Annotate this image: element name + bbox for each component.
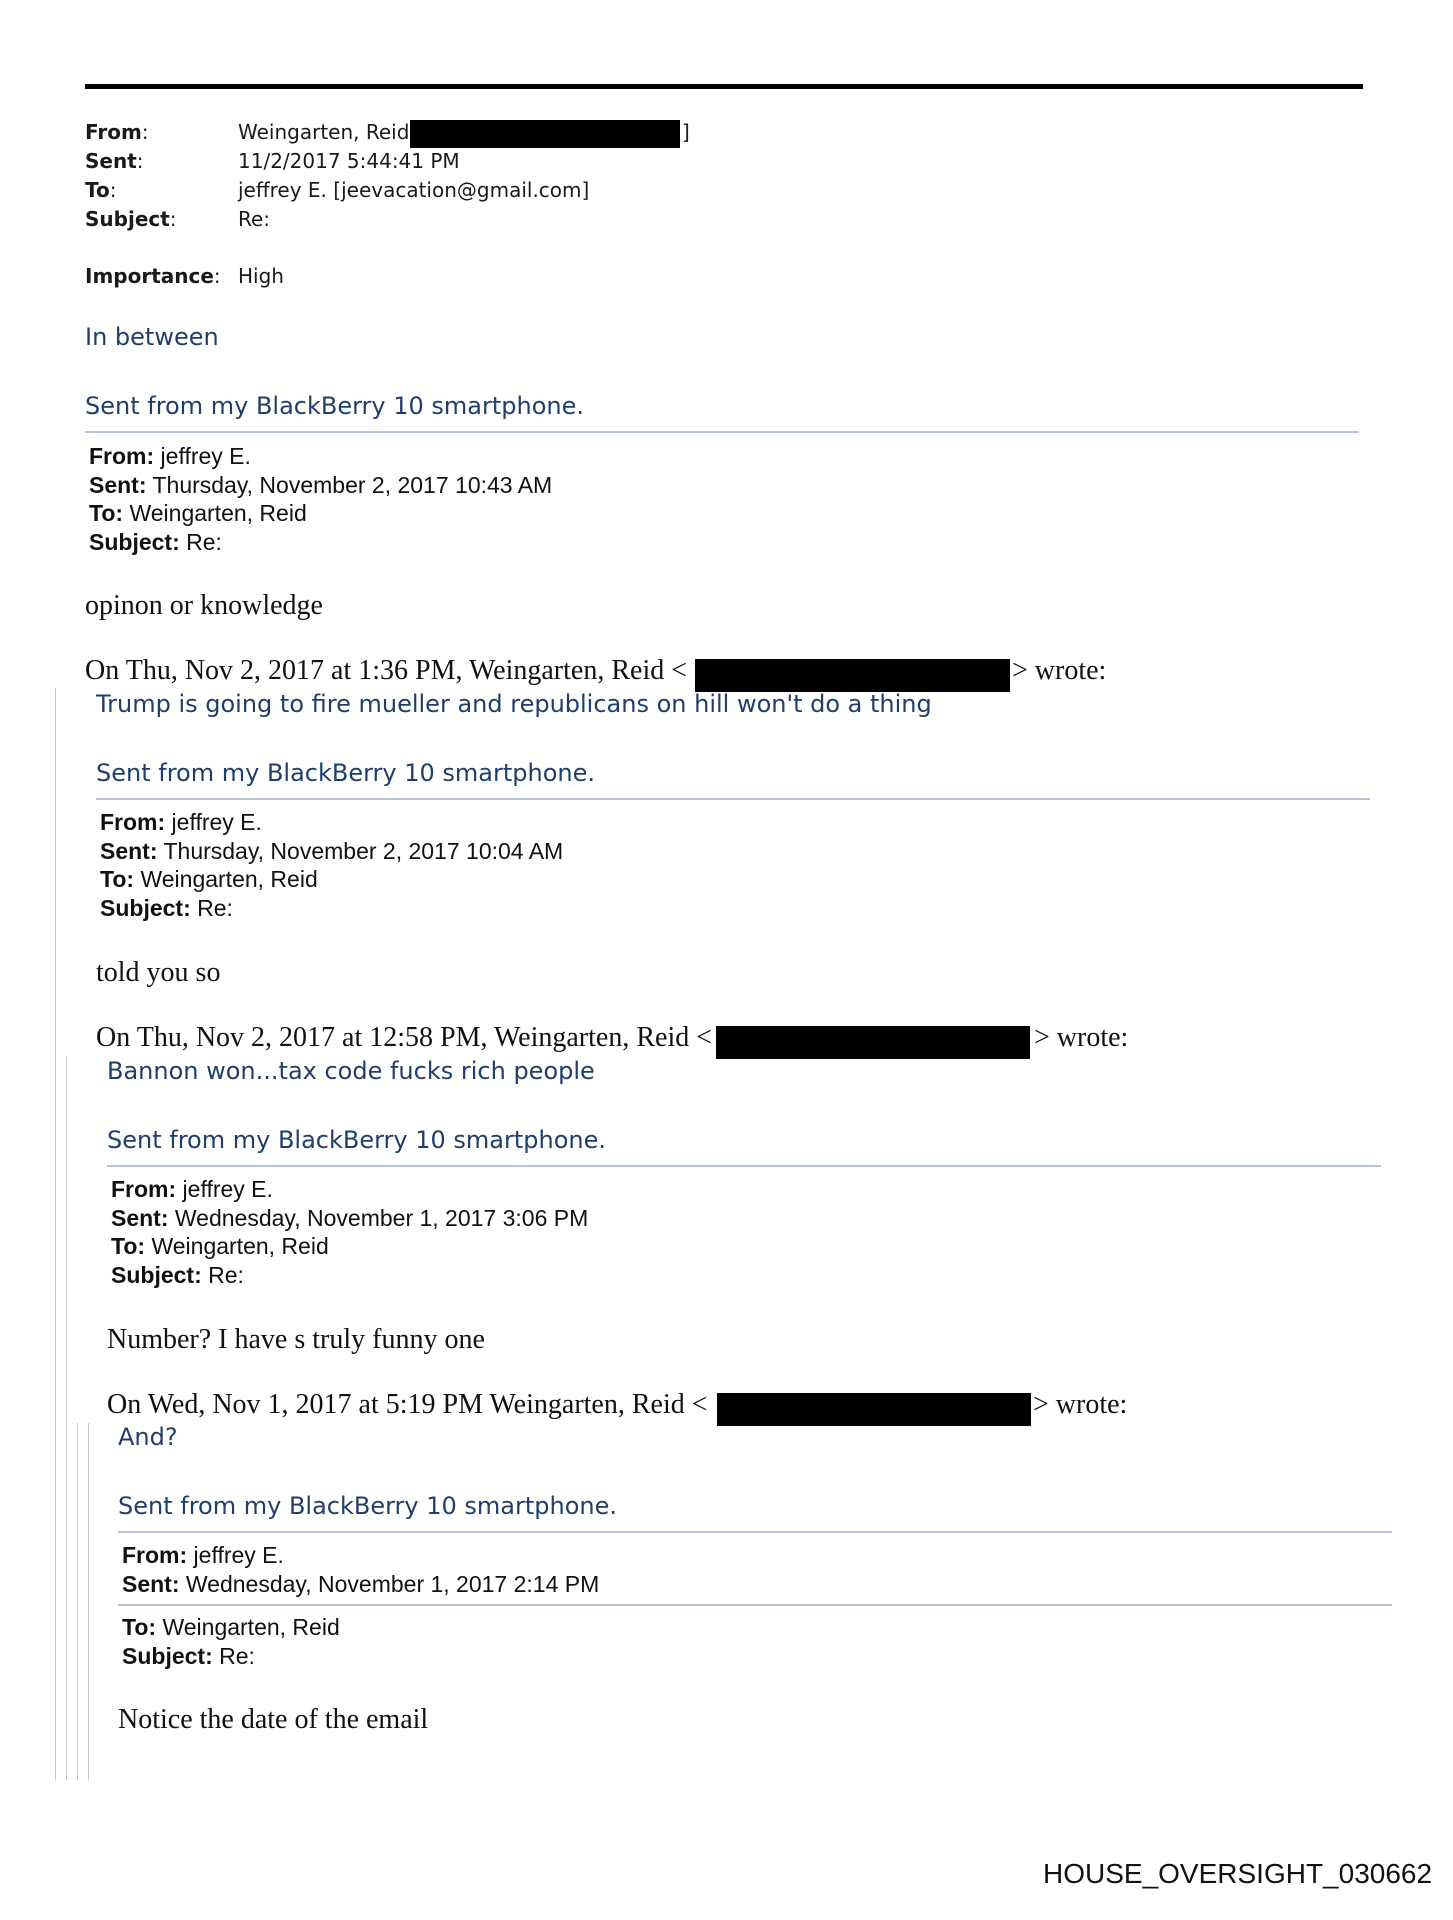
- separator-line: [107, 1165, 1381, 1167]
- quote-bar: [77, 1423, 78, 1780]
- header-to-row: To:: [85, 178, 117, 202]
- wrote-line-prefix: On Wed, Nov 1, 2017 at 5:19 PM Weingarten, Reid <: [107, 1389, 708, 1420]
- header-from-row: From:: [85, 120, 149, 144]
- redaction-box: [410, 120, 680, 148]
- redaction-box: [716, 1026, 1030, 1059]
- redaction-box: [717, 1393, 1031, 1426]
- message-body: Notice the date of the email: [118, 1704, 429, 1735]
- quote-bar: [66, 1056, 67, 1780]
- quote-bar: [55, 688, 56, 1780]
- signature: Sent from my BlackBerry 10 smartphone.: [107, 1126, 607, 1154]
- wrote-line-suffix: > wrote:: [1034, 1022, 1129, 1053]
- message-body: told you so: [96, 957, 221, 988]
- bates-number: HOUSE_OVERSIGHT_030662: [1043, 1858, 1433, 1889]
- header-from-value: Weingarten, Reid: [238, 120, 410, 144]
- quoted-header: From: jeffrey E. Sent: Wednesday, November 1, 2017 3:06 PM To: Weingarten, Reid Subject: Re:: [111, 1176, 589, 1288]
- signature: Sent from my BlackBerry 10 smartphone.: [85, 392, 585, 420]
- header-importance-row: Importance:: [85, 264, 221, 288]
- reply-body: Bannon won...tax code fucks rich people: [107, 1057, 595, 1085]
- header-to-value: jeffrey E. [jeevacation@gmail.com]: [238, 178, 590, 202]
- redaction-box: [695, 659, 1010, 692]
- header-to-label: To: [85, 178, 110, 202]
- quoted-header: To: Weingarten, Reid Subject: Re:: [122, 1614, 340, 1669]
- message-body: Number? I have s truly funny one: [107, 1324, 485, 1355]
- top-rule: [85, 84, 1363, 89]
- message-body: opinon or knowledge: [85, 590, 323, 621]
- header-sent-value: 11/2/2017 5:44:41 PM: [238, 149, 460, 173]
- signature: Sent from my BlackBerry 10 smartphone.: [118, 1492, 618, 1520]
- header-importance-value: High: [238, 264, 284, 288]
- quote-bar: [88, 1423, 89, 1780]
- wrote-line-suffix: > wrote:: [1033, 1389, 1128, 1420]
- header-subject-value: Re:: [238, 207, 271, 231]
- reply-body: Trump is going to fire mueller and republicans on hill won't do a thing: [96, 690, 932, 718]
- separator-line: [118, 1604, 1392, 1606]
- wrote-line-prefix: On Thu, Nov 2, 2017 at 12:58 PM, Weingarten, Reid <: [96, 1022, 713, 1053]
- header-from-close: ]: [682, 120, 690, 144]
- quoted-header: From: jeffrey E. Sent: Wednesday, November 1, 2017 2:14 PM: [122, 1542, 600, 1597]
- separator-line: [118, 1531, 1392, 1533]
- header-sent-label: Sent: [85, 149, 137, 173]
- quoted-header: From: jeffrey E. Sent: Thursday, November 2, 2017 10:04 AM To: Weingarten, Reid Subject: Re:: [100, 809, 564, 921]
- wrote-line-suffix: > wrote:: [1012, 655, 1107, 686]
- signature: Sent from my BlackBerry 10 smartphone.: [96, 759, 596, 787]
- separator-line: [85, 431, 1359, 433]
- header-sent-row: Sent:: [85, 149, 144, 173]
- header-subject-row: Subject:: [85, 207, 177, 231]
- separator-line: [96, 798, 1370, 800]
- wrote-line-prefix: On Thu, Nov 2, 2017 at 1:36 PM, Weingarten, Reid <: [85, 655, 688, 686]
- header-from-label: From: [85, 120, 142, 144]
- reply-body: And?: [118, 1423, 178, 1451]
- header-importance-label: Importance: [85, 264, 214, 288]
- header-subject-label: Subject: [85, 207, 170, 231]
- reply-body: In between: [85, 323, 219, 351]
- quoted-header: From: jeffrey E. Sent: Thursday, November 2, 2017 10:43 AM To: Weingarten, Reid Subject: Re:: [89, 443, 553, 555]
